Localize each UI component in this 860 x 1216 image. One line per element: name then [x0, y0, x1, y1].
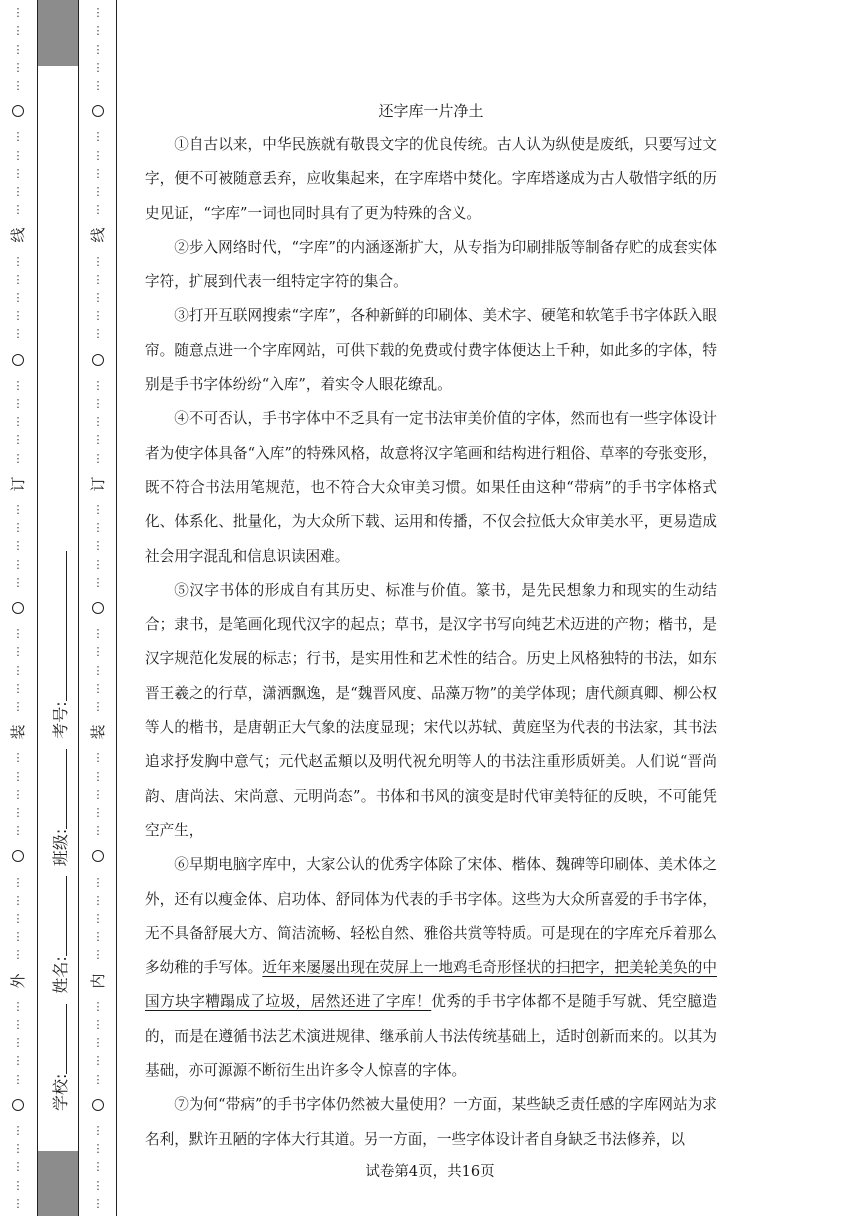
article-paragraph — [145, 231, 717, 300]
underlined-sentence: 近年来屡屡出现在荧屏上一地鸡毛奇形怪状的扫把字，把美轮美奂的中国方块字糟蹋成了垃圾，居然还进了字库！ — [145, 959, 717, 1011]
article-paragraph — [145, 299, 717, 402]
seal-circle-icon — [8, 347, 28, 373]
paragraph-text: ②步入网络时代，“字库”的内涵逐渐扩大，从专指为印刷排版等制备存贮的成套实体字符，扩展到代表一组特定字符的集合。 — [145, 238, 717, 291]
article — [145, 96, 717, 1157]
info-field-blank[interactable] — [52, 876, 67, 956]
dotted-line: ⋮ ⋮ ⋮ ⋮ ⋮ — [92, 254, 104, 341]
article-paragraph — [145, 574, 717, 848]
seal-circle-icon — [88, 595, 108, 621]
seal-label: 线 — [88, 227, 107, 243]
margin-shade-top — [38, 0, 78, 66]
dotted-line: ⋮ ⋮ ⋮ ⋮ ⋮ — [92, 999, 104, 1086]
dotted-line: ⋮ ⋮ ⋮ ⋮ ⋮ — [12, 875, 24, 962]
dotted-line: ⋮ ⋮ ⋮ ⋮ ⋮ — [12, 254, 24, 341]
article-paragraph — [145, 128, 717, 231]
student-info-fields — [44, 151, 74, 1151]
dotted-line: ⋮ ⋮ ⋮ ⋮ ⋮ — [92, 875, 104, 962]
dotted-line: ⋮ ⋮ ⋮ ⋮ ⋮ — [92, 503, 104, 589]
seal-label: 内 — [88, 973, 107, 989]
page-number: 试卷第4页，共16页 — [365, 1164, 495, 1180]
info-field-blank[interactable] — [52, 749, 67, 829]
info-field-label: 考号: — [50, 701, 70, 739]
seal-circle-icon — [8, 843, 28, 869]
paragraph-text: ⑤汉字书体的形成自有其历史、标准与价值。篆书，是先民想象力和现实的生动结合；隶书，是笔画化现代汉字的起点；草书，是汉字书写向纯艺术迈进的产物；楷书，是汉字规范化发展的标志；行书，是实用性和艺术性的结合。历史上风格独特的书法，如东晋王羲之的行草，潇洒飘逸，是“魏晋风度、品藻万物”的美学体现；唐代颜真卿、柳公权等人的楷书，是唐朝正大气象的法度显现；宋代以苏轼、黄庭坚为代表的书法家，其书法追求抒发胸中意气；元代赵孟頫以及明代祝允明等人的书法注重形质妍美。人们说“晋尚韵、唐尚法、宋尚意、元明尚态”。书体和书风的演变是时代审美特征的反映，不可能凭空产生， — [145, 581, 717, 839]
dotted-line: ⋮ ⋮ ⋮ ⋮ ⋮ — [12, 6, 24, 92]
seal-circle-icon — [8, 98, 28, 124]
article-paragraph — [145, 402, 717, 573]
info-field-blank[interactable] — [52, 1004, 67, 1074]
paragraph-text: ③打开互联网搜索“字库”，各种新鲜的印刷体、美术字、硬笔和软笔手书字体跃入眼帘。随意点进一个字库网站，可供下载的免费或付费字体便达上千种，如此多的字体，特别是手书字体纷纷“入库”，着实令人眼花缭乱。 — [145, 307, 717, 394]
article-paragraph — [145, 1088, 717, 1157]
article-paragraph — [145, 848, 717, 1088]
outer-seal-line — [8, 0, 28, 1216]
seal-circle-icon — [88, 1092, 108, 1118]
dotted-line: ⋮ ⋮ ⋮ ⋮ ⋮ — [12, 130, 24, 217]
seal-label: 订 — [8, 476, 27, 492]
seal-circle-icon — [8, 1092, 28, 1118]
info-field-label: 姓名: — [50, 956, 70, 994]
info-field-label: 学校: — [50, 1073, 70, 1111]
info-field[interactable] — [48, 749, 71, 866]
margin-divider — [78, 0, 79, 1216]
dotted-line: ⋮ ⋮ ⋮ ⋮ ⋮ — [92, 1124, 104, 1210]
article-body — [145, 128, 717, 1157]
dotted-line: ⋮ ⋮ ⋮ ⋮ ⋮ — [92, 751, 104, 838]
seal-circle-icon — [88, 843, 108, 869]
info-field[interactable] — [48, 876, 71, 993]
dotted-line: ⋮ ⋮ ⋮ ⋮ ⋮ — [92, 627, 104, 713]
info-field-label: 班级: — [50, 828, 70, 867]
seal-circle-icon — [88, 98, 108, 124]
info-field-blank[interactable] — [52, 551, 67, 701]
paragraph-text: ④不可否认，手书字体中不乏具有一定书法审美价值的字体，然而也有一些字体设计者为使字体具备“入库”的特殊风格，故意将汉字笔画和结构进行粗俗、草率的夸张变形，既不符合书法用笔规范，也不符合大众审美习惯。如果任由这种“带病”的手书字体格式化、体系化、批量化，为大众所下载、运用和传播，不仅会拉低大众审美水平，更易造成社会用字混乱和信息识读困难。 — [145, 410, 717, 565]
dotted-line: ⋮ ⋮ ⋮ ⋮ ⋮ — [12, 503, 24, 589]
binding-margin — [0, 0, 118, 1216]
dotted-line: ⋮ ⋮ ⋮ ⋮ ⋮ — [12, 999, 24, 1086]
paragraph-text: ⑦为何“带病”的手书字体仍然被大量使用？一方面，某些缺乏责任感的字库网站为求名利，默许丑陋的字体大行其道。另一方面，一些字体设计者自身缺乏书法修养，以 — [145, 1096, 717, 1148]
dotted-line: ⋮ ⋮ ⋮ ⋮ ⋮ — [12, 751, 24, 838]
dotted-line: ⋮ ⋮ ⋮ ⋮ ⋮ — [12, 627, 24, 713]
seal-circle-icon — [8, 595, 28, 621]
paragraph-text: 优秀的手书字体都不是随手写就、凭空臆造的，而是在遵循书法艺术演进规律、继承前人书法传统基础上，适时创新而来的。以其为基础，亦可源源不断衍生出许多令人惊喜的字体。 — [145, 993, 717, 1080]
seal-label: 外 — [8, 973, 27, 989]
seal-label: 装 — [88, 724, 107, 740]
seal-label: 订 — [88, 476, 107, 492]
inner-seal-line — [88, 0, 108, 1216]
dotted-line: ⋮ ⋮ ⋮ ⋮ ⋮ — [92, 6, 104, 92]
margin-divider — [37, 0, 38, 1216]
info-field[interactable] — [48, 551, 71, 738]
seal-label: 装 — [8, 724, 27, 740]
dotted-line: ⋮ ⋮ ⋮ ⋮ ⋮ — [92, 130, 104, 217]
margin-divider — [116, 0, 117, 1216]
seal-label: 线 — [8, 227, 27, 243]
dotted-line: ⋮ ⋮ ⋮ ⋮ ⋮ — [92, 378, 104, 465]
article-title: 还字库一片净土 — [378, 102, 484, 120]
info-field[interactable] — [48, 1004, 71, 1111]
seal-circle-icon — [88, 347, 108, 373]
paragraph-text: ①自古以来，中华民族就有敬畏文字的优良传统。古人认为纵使是废纸，只要写过文字，便不可被随意丢弃，应收集起来，在字库塔中焚化。字库塔遂成为古人敬惜字纸的历史见证，“字库”一词也同时具有了更为特殊的含义。 — [145, 136, 717, 222]
paragraph-text: ⑥早期电脑字库中，大家公认的优秀字体除了宋体、楷体、魏碑等印刷体、美术体之外，还有以瘦金体、启功体、舒同体为代表的手书字体。这些为大众所喜爱的手书字体，无不具备舒展大方、简洁流畅、轻松自然、雅俗共赏等特质。可是现在的字库充斥着那么多幼稚的手写体。 — [145, 856, 717, 977]
dotted-line: ⋮ ⋮ ⋮ ⋮ ⋮ — [12, 378, 24, 465]
dotted-line: ⋮ ⋮ ⋮ ⋮ ⋮ — [12, 1124, 24, 1210]
